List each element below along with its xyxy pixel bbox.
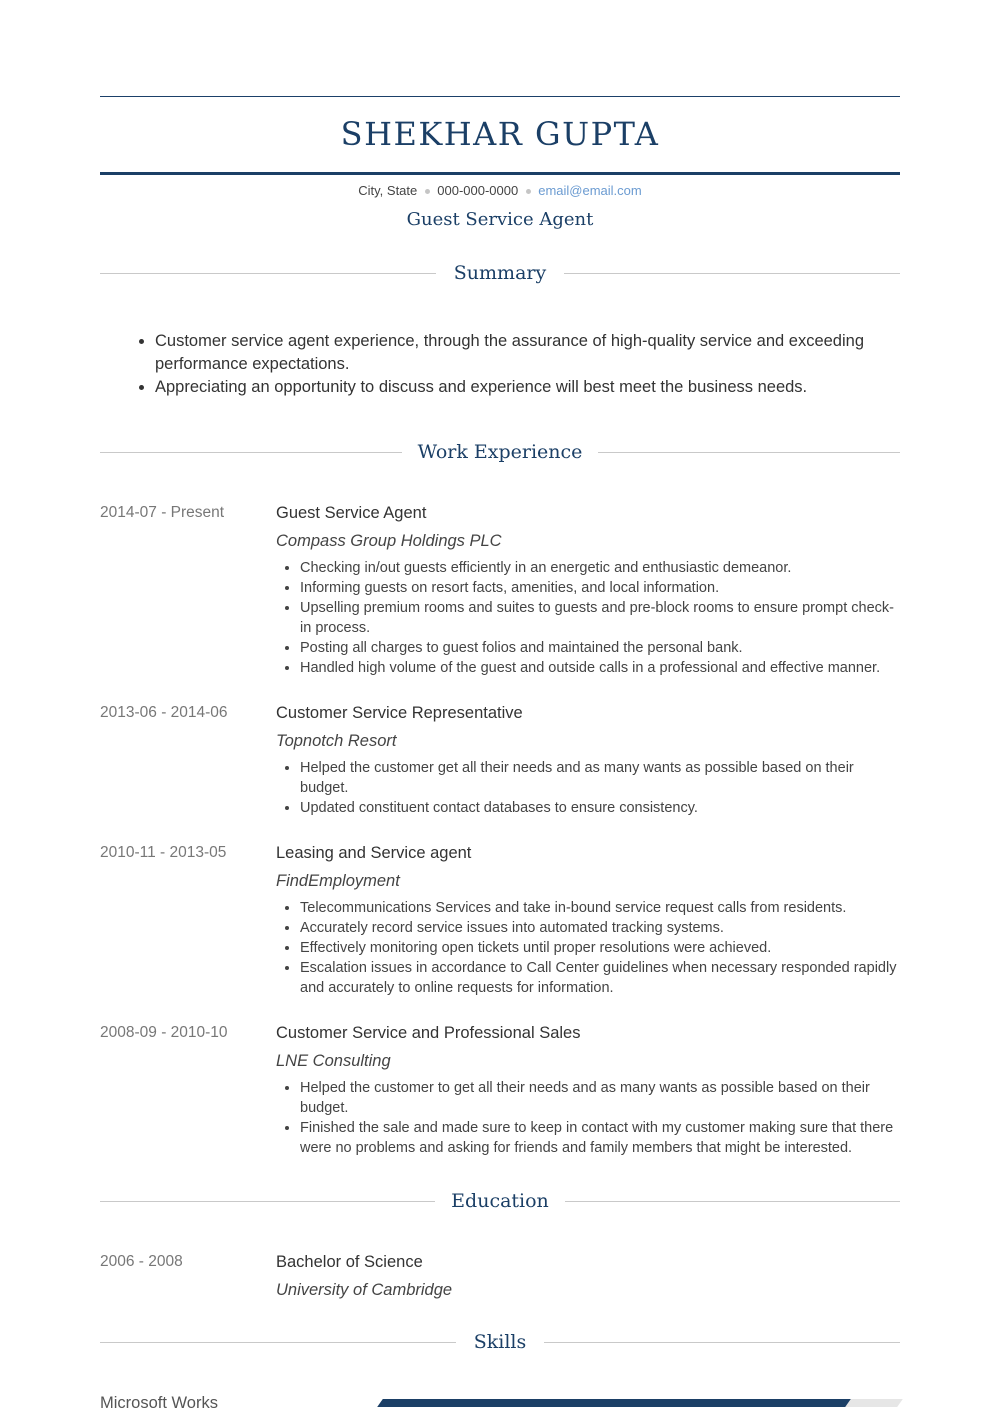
experience-body — [276, 841, 900, 998]
job-title: Leasing and Service agent — [276, 844, 472, 862]
responsibility-item: • Telecommunications Services and take in-bound service request calls from residents. — [300, 898, 900, 918]
skill-level-bar — [377, 1399, 903, 1407]
name-top-rule — [100, 96, 900, 97]
experience-dates: 2008-09 - 2010-10 — [100, 1024, 228, 1041]
separator-dot-icon — [526, 189, 531, 194]
experience-body — [276, 501, 900, 678]
responsibility-item: • Effectively monitoring open tickets until proper resolutions were achieved. — [300, 938, 900, 958]
responsibility-list — [276, 758, 900, 818]
responsibility-item: • Posting all charges to guest folios and maintained the personal bank. — [300, 638, 900, 658]
work-experience-title: Work Experience — [417, 441, 583, 463]
job-title: Customer Service and Professional Sales — [276, 1024, 581, 1042]
company-name: FindEmployment — [276, 872, 400, 890]
skills-section-heading — [100, 1327, 900, 1357]
responsibility-item: • Checking in/out guests efficiently in an energetic and enthusiastic demeanor. — [300, 558, 900, 578]
education-dates: 2006 - 2008 — [100, 1253, 183, 1270]
responsibility-item: • Accurately record service issues into automated tracking systems. — [300, 918, 900, 938]
summary-section-heading — [100, 258, 900, 288]
experience-body — [276, 1021, 900, 1158]
summary-list — [100, 330, 935, 399]
responsibility-item: • Finished the sale and made sure to keep in contact with my customer making sure that there were no problems and asking for friends and family members that might be interested. — [300, 1118, 900, 1158]
work-section-heading — [100, 437, 900, 467]
name-bottom-rule — [100, 172, 900, 175]
responsibility-item: • Helped the customer to get all their needs and as many wants as possible based on their budget. — [300, 1078, 900, 1118]
contact-email-link[interactable]: email@email.com — [538, 183, 642, 198]
school-name: University of Cambridge — [276, 1281, 453, 1299]
company-name: Compass Group Holdings PLC — [276, 532, 502, 550]
degree-name: Bachelor of Science — [276, 1253, 423, 1271]
job-title: Guest Service Agent — [276, 504, 427, 522]
responsibility-list — [276, 898, 900, 998]
professional-headline: Guest Service Agent — [406, 209, 594, 230]
education-section-heading — [100, 1186, 900, 1216]
skill-level-fill — [377, 1399, 851, 1407]
summary-item: • Appreciating an opportunity to discuss and experience will best meet the business needs. — [155, 376, 935, 399]
responsibility-item: • Updated constituent contact databases to ensure consistency. — [300, 798, 900, 818]
contact-phone: 000-000-0000 — [437, 183, 519, 198]
summary-title: Summary — [453, 262, 547, 284]
job-title: Customer Service Representative — [276, 704, 523, 722]
education-title: Education — [451, 1190, 549, 1212]
skill-name: Microsoft Works — [100, 1394, 218, 1412]
responsibility-item: • Escalation issues in accordance to Call Center guidelines when necessary responded rapidly and accurately to online requests for information. — [300, 958, 900, 998]
candidate-name: SHEKHAR GUPTA — [340, 115, 660, 153]
contact-location: City, State — [358, 183, 418, 198]
responsibility-list — [276, 558, 900, 678]
company-name: Topnotch Resort — [276, 732, 397, 750]
experience-dates: 2010-11 - 2013-05 — [100, 844, 227, 861]
skill-row — [100, 1390, 910, 1414]
experience-body — [276, 701, 900, 818]
responsibility-item: • Handled high volume of the guest and outside calls in a professional and effective manner. — [300, 658, 900, 678]
experience-dates: 2014-07 - Present — [100, 504, 225, 521]
education-body — [276, 1250, 900, 1302]
responsibility-list — [276, 1078, 900, 1158]
separator-dot-icon — [425, 189, 430, 194]
summary-item: • Customer service agent experience, through the assurance of high-quality service and exceeding performance expectations. — [155, 330, 935, 376]
responsibility-item: • Helped the customer get all their needs and as many wants as possible based on their budget. — [300, 758, 900, 798]
company-name: LNE Consulting — [276, 1052, 391, 1070]
experience-dates: 2013-06 - 2014-06 — [100, 704, 228, 721]
responsibility-item: • Informing guests on resort facts, amenities, and local information. — [300, 578, 900, 598]
contact-line — [100, 182, 900, 200]
skills-title: Skills — [473, 1331, 527, 1353]
responsibility-item: • Upselling premium rooms and suites to guests and pre-block rooms to ensure prompt check-in process. — [300, 598, 900, 638]
